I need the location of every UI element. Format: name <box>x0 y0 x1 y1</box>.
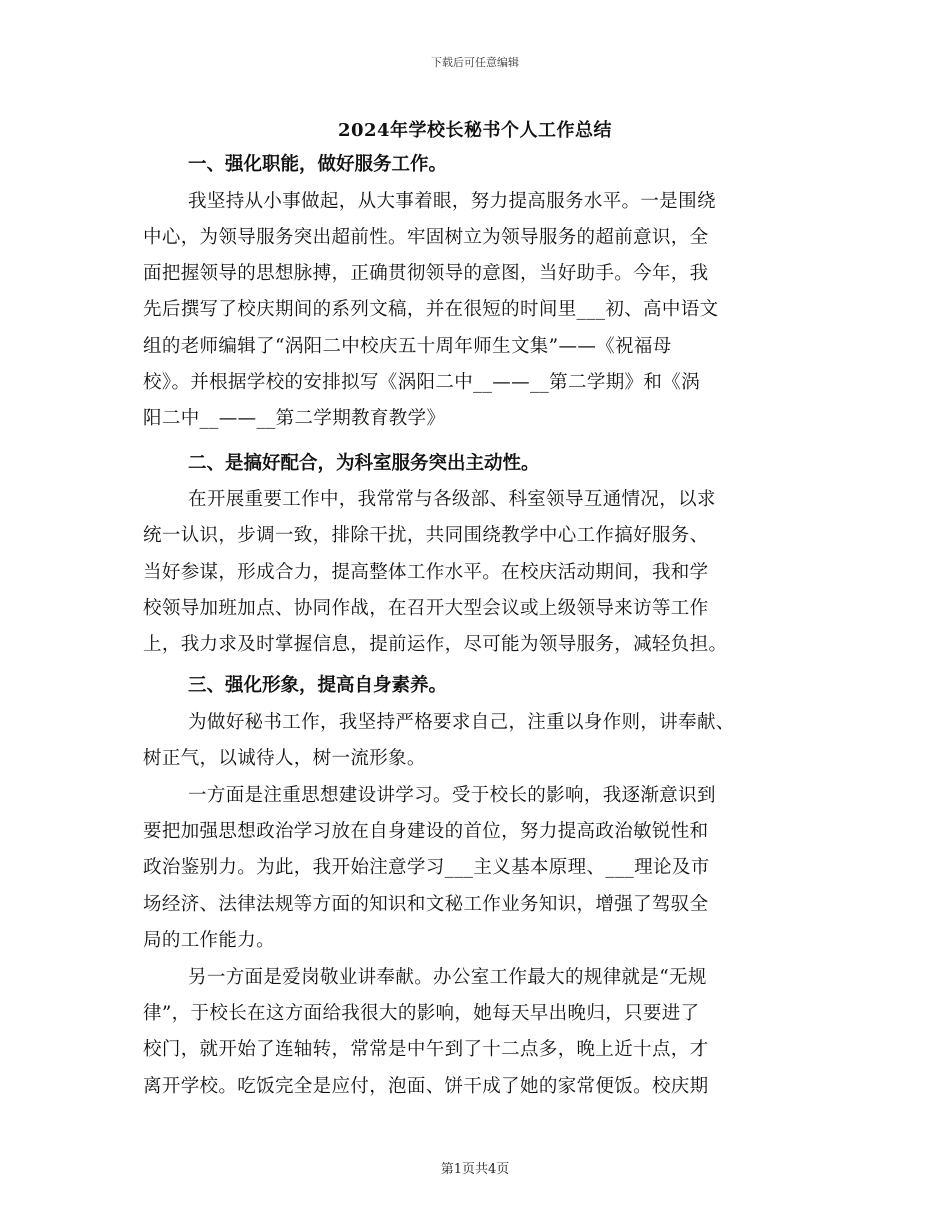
paragraph-line: 我坚持从小事做起，从大事着眼，努力提高服务水平。一是围绕 <box>188 191 716 212</box>
paragraph-line: 树正气，以诚待人，树一流形象。 <box>143 748 426 769</box>
section-heading: 二、是搞好配合，为科室服务突出主动性。 <box>188 453 540 474</box>
paragraph-line: 律”，于校长在这方面给我很大的影响，她每天早出晚归，只要进了 <box>143 1003 700 1024</box>
paragraph-line: 政治鉴别力。为此，我开始注意学习___主义基本原理、___理论及市 <box>143 857 710 878</box>
paragraph-line: 阳二中__——__第二学期教育教学》 <box>143 408 446 429</box>
paragraph-line: 一方面是注重思想建设讲学习。受于校长的影响，我逐渐意识到 <box>188 785 716 806</box>
paragraph-line: 校门，就开始了连轴转，常常是中午到了十二点多，晚上近十点，才 <box>143 1039 709 1060</box>
paragraph-line: 上，我力求及时掌握信息，提前运作，尽可能为领导服务，减轻负担。 <box>143 634 728 655</box>
page-header: 下载后可任意编辑 <box>431 56 519 69</box>
paragraph-line: 另一方面是爱岗敬业讲奉献。办公室工作最大的规律就是“无规 <box>188 967 707 988</box>
page-footer: 第1页共4页 <box>440 1162 510 1177</box>
paragraph-line: 先后撰写了校庆期间的系列文稿，并在很短的时间里___初、高中语文 <box>143 299 719 320</box>
paragraph-line: 在开展重要工作中，我常常与各级部、科室领导互通情况，以求 <box>188 489 716 510</box>
paragraph-line: 场经济、法律法规等方面的知识和文秘工作业务知识，增强了驾驭全 <box>143 894 709 915</box>
paragraph-line: 当好参谋，形成合力，提高整体工作水平。在校庆活动期间，我和学 <box>143 562 709 583</box>
paragraph-line: 离开学校。吃饭完全是应付，泡面、饼干成了她的家常便饭。校庆期 <box>143 1076 709 1097</box>
paragraph-line: 组的老师编辑了“涡阳二中校庆五十周年师生文集”——《祝福母 <box>143 336 672 357</box>
section-heading: 一、强化职能，做好服务工作。 <box>188 154 448 175</box>
paragraph-line: 为做好秘书工作，我坚持严格要求自己，注重以身作则，讲奉献、 <box>188 712 735 733</box>
paragraph-line: 校领导加班加点、协同作战，在召开大型会议或上级领导来访等工作 <box>143 598 709 619</box>
paragraph-line: 校》。并根据学校的安排拟写《涡阳二中__——__第二学期》和《涡 <box>143 372 700 393</box>
paragraph-line: 中心，为领导服务突出超前性。牢固树立为领导服务的超前意识，全 <box>143 227 709 248</box>
paragraph-line: 局的工作能力。 <box>143 930 275 951</box>
paragraph-line: 统一认识，步调一致，排除干扰，共同围绕教学中心工作搞好服务、 <box>143 525 709 546</box>
paragraph-line: 面把握领导的思想脉搏，正确贯彻领导的意图，当好助手。今年，我 <box>143 263 709 284</box>
section-heading: 三、强化形象，提高自身素养。 <box>188 675 448 696</box>
paragraph-line: 要把加强思想政治学习放在自身建设的首位，努力提高政治敏锐性和 <box>143 821 709 842</box>
document-title: 2024年学校长秘书个人工作总结 <box>337 120 613 141</box>
